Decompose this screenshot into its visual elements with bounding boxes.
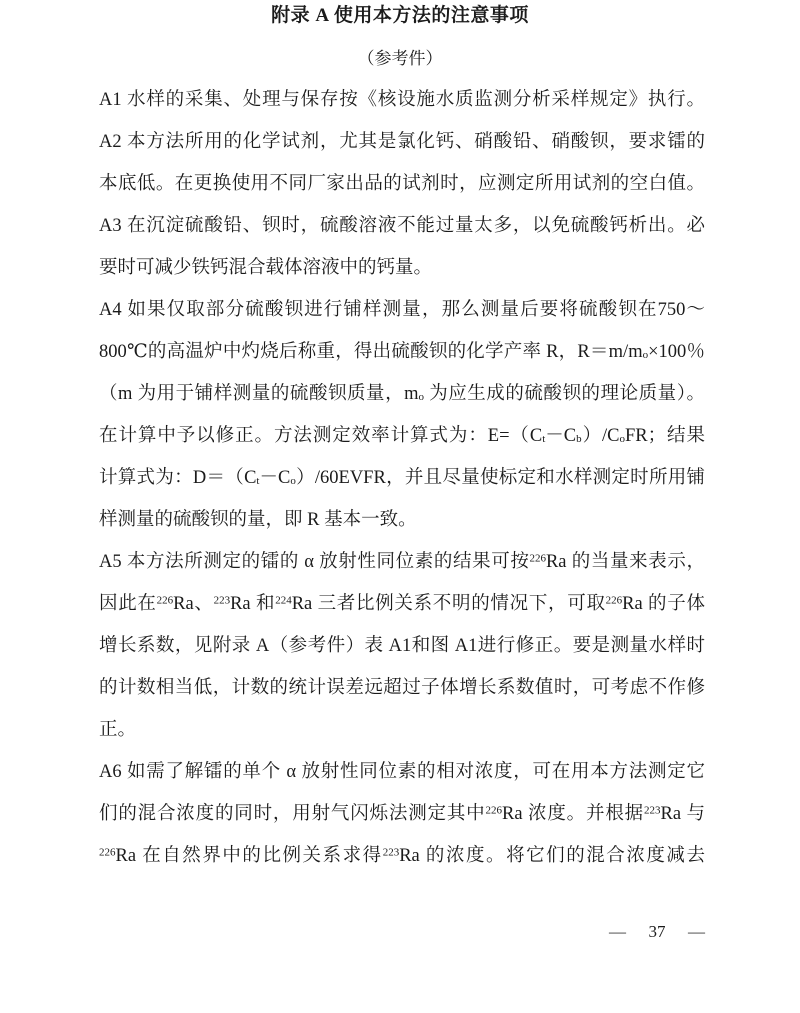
text-line	[99, 373, 705, 415]
footer-dash-right: —	[688, 922, 705, 941]
text-run: Ra 的当量来表示，	[545, 552, 705, 572]
text-run: －C	[545, 426, 577, 446]
text-line	[99, 793, 705, 835]
text-run: Ra、	[173, 594, 214, 614]
text-line	[99, 289, 705, 331]
page-title: 附录 A 使用本方法的注意事项	[271, 5, 529, 26]
text-line	[99, 163, 705, 205]
text-run: Ra 在自然界中的比例关系求得	[115, 846, 383, 866]
text-run: ×100％	[648, 342, 706, 362]
footer-dash-left: —	[609, 922, 626, 941]
text-run: 们的混合浓度的同时，用射气闪烁法测定其中	[99, 804, 486, 824]
isotope-superscript: 226	[156, 594, 174, 607]
text-run: Ra 三者比例关系不明的情况下，可取	[291, 594, 606, 614]
text-run: A2 本方法所用的化学试剂，尤其是氯化钙、硝酸铅、硝酸钡，要求镭的	[99, 132, 705, 152]
isotope-superscript: 226	[99, 846, 116, 859]
text-run: －C	[259, 468, 291, 488]
text-line	[99, 835, 705, 877]
text-run: A6 如需了解镭的单个 α 放射性同位素的相对浓度，可在用本方法测定它	[99, 762, 705, 782]
isotope-superscript: 226	[605, 594, 623, 607]
page-subtitle: （参考件）	[357, 49, 443, 68]
formula-subscript: b	[576, 433, 582, 446]
isotope-superscript: 223	[643, 804, 661, 817]
text-run: Ra 和	[230, 594, 276, 614]
formula-subscript: o	[290, 475, 296, 488]
text-line	[99, 625, 705, 667]
text-run: A4 如果仅取部分硫酸钡进行铺样测量，那么测量后要将硫酸钡在750～	[99, 300, 705, 320]
formula-subscript: o	[619, 433, 625, 446]
text-line	[99, 79, 705, 121]
text-line	[99, 415, 705, 457]
page-number: 37	[648, 922, 666, 941]
isotope-superscript: 223	[213, 594, 231, 607]
text-run: 计算式为：D＝（C	[99, 468, 257, 488]
text-line	[99, 541, 705, 583]
text-run: Ra 的子体	[622, 594, 705, 614]
isotope-superscript: 223	[382, 846, 400, 859]
text-run: 因此在	[99, 594, 157, 614]
text-run: 的计数相当低，计数的统计误差远超过子体增长系数值时，可考虑不作修	[99, 678, 705, 698]
isotope-superscript: 224	[275, 594, 292, 607]
text-line	[99, 667, 705, 709]
text-run: 增长系数，见附录 A（参考件）表 A1和图 A1进行修正。要是测量水样时	[99, 636, 705, 656]
text-run: （m 为用于铺样测量的硫酸钡质量，m	[99, 384, 419, 404]
text-run: Ra 浓度。并根据	[502, 804, 644, 824]
isotope-superscript: 226	[529, 552, 546, 565]
text-run: A3 在沉淀硫酸铅、钡时，硫酸溶液不能过量太多，以免硫酸钙析出。必	[99, 216, 705, 236]
text-run: 样测量的硫酸钡的量，即 R 基本一致。	[99, 510, 417, 530]
text-run: A5 本方法所测定的镭的 α 放射性同位素的结果可按	[99, 552, 530, 572]
text-run: 在计算中予以修正。方法测定效率计算式为：E=（C	[99, 426, 543, 446]
text-line	[99, 499, 705, 541]
text-run: 为应生成的硫酸钡的理论质量）。	[424, 384, 705, 404]
text-run: FR；结果	[624, 426, 705, 446]
text-run: 本底低。在更换使用不同厂家出品的试剂时，应测定所用试剂的空白值。	[99, 174, 705, 194]
text-run: 正。	[99, 720, 137, 740]
text-line	[99, 121, 705, 163]
text-line	[99, 709, 705, 751]
formula-subscript: t	[256, 475, 260, 488]
text-run: 800℃的高温炉中灼烧后称重，得出硫酸钡的化学产率 R，R＝m/m	[99, 342, 643, 362]
text-run: ）/C	[581, 426, 620, 446]
page-footer	[609, 919, 705, 945]
formula-subscript: o	[642, 349, 649, 362]
text-run: Ra 与	[660, 804, 705, 824]
text-line	[99, 331, 705, 373]
text-line	[99, 457, 705, 499]
isotope-superscript: 226	[485, 804, 503, 817]
text-line	[99, 205, 705, 247]
text-line	[99, 247, 705, 289]
formula-subscript: o	[418, 391, 425, 404]
text-run: Ra 的浓度。将它们的混合浓度减去	[399, 846, 705, 866]
text-line	[99, 751, 705, 793]
formula-subscript: t	[542, 433, 546, 446]
text-run: ）/60EVFR，并且尽量使标定和水样测定时所用铺	[295, 468, 706, 488]
text-run: A1 水样的采集、处理与保存按《核设施水质监测分析采样规定》执行。	[99, 90, 705, 110]
text-line	[99, 583, 705, 625]
document-body	[99, 79, 705, 877]
text-run: 要时可减少铁钙混合载体溶液中的钙量。	[99, 258, 433, 278]
